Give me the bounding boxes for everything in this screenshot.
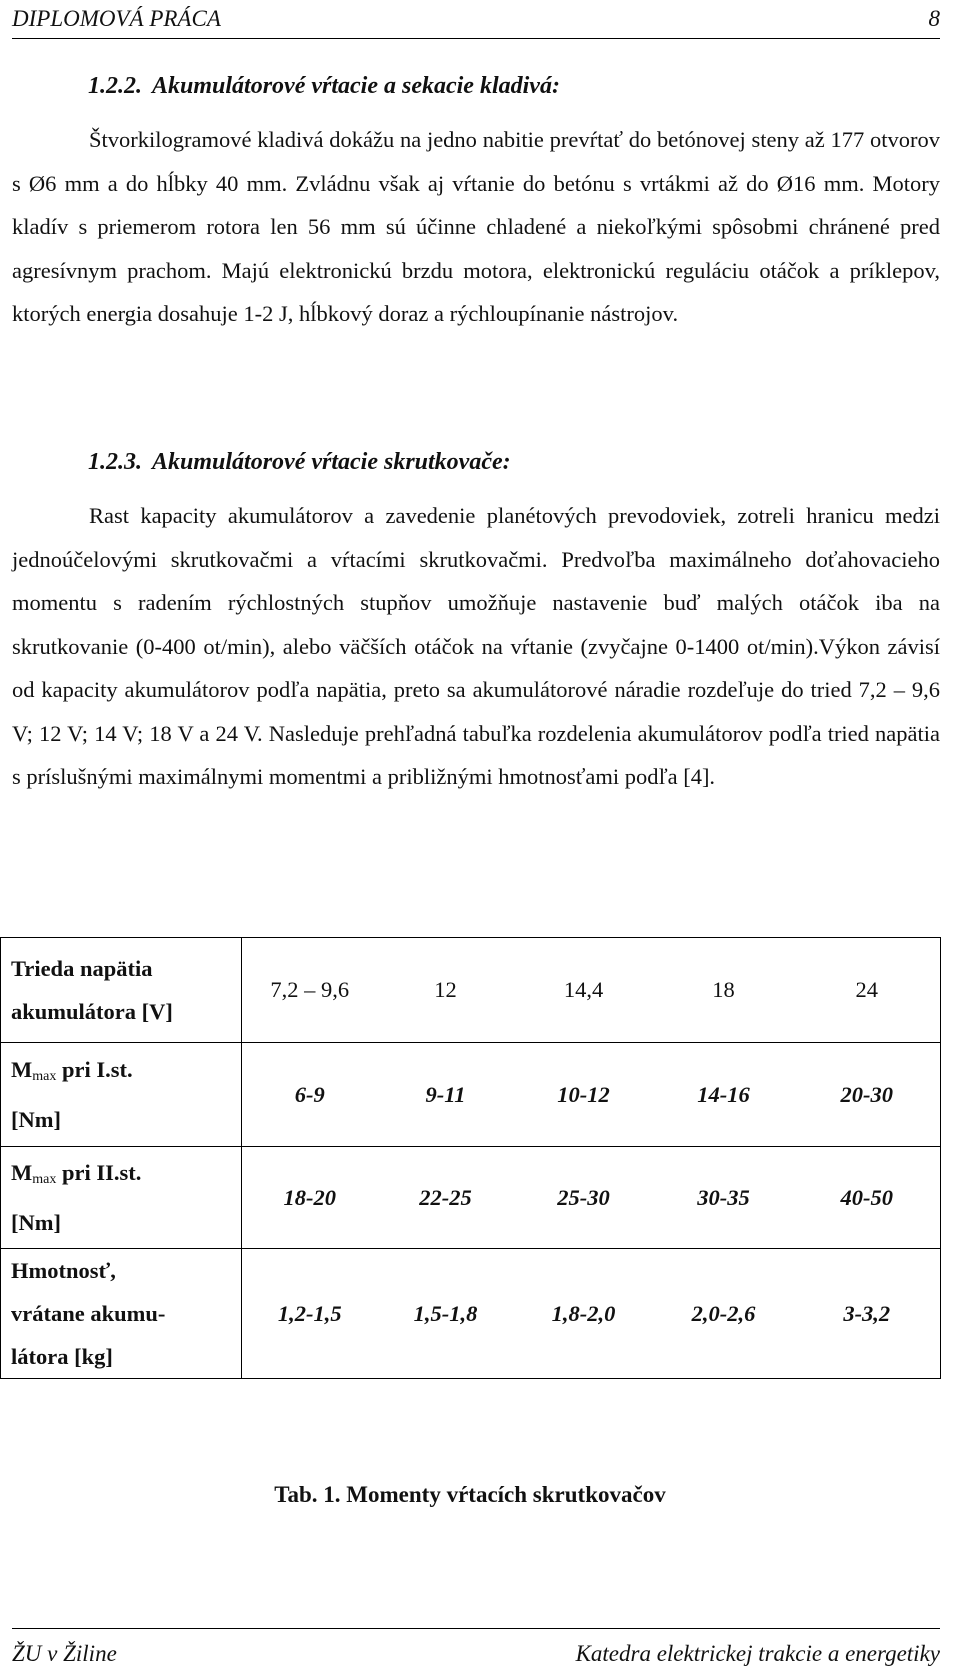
row-header-line: látora [kg] — [11, 1344, 113, 1369]
table-cell: 14,4 — [514, 938, 654, 1043]
table-cell: 6-9 — [242, 1043, 378, 1147]
table-cell: 40-50 — [794, 1147, 941, 1249]
table-caption: Tab. 1. Momenty vŕtacích skrutkovačov — [274, 1482, 666, 1507]
table-cell: 10-12 — [514, 1043, 654, 1147]
table-cell: 25-30 — [514, 1147, 654, 1249]
table-cell: 14-16 — [654, 1043, 794, 1147]
row-header-line: akumulátora [V] — [11, 999, 173, 1024]
header-title: DIPLOMOVÁ PRÁCA — [12, 6, 221, 31]
row-header-subscript: max — [32, 1172, 57, 1187]
row-header-symbol: M — [11, 1160, 33, 1185]
table-cell: 18 — [654, 938, 794, 1043]
row-header-subscript: max — [32, 1069, 57, 1084]
table-row — [1, 1147, 941, 1249]
table-cell: 20-30 — [794, 1043, 941, 1147]
section-heading-1-2-2 — [88, 73, 560, 100]
table-cell: 7,2 – 9,6 — [242, 938, 378, 1043]
row-header — [1, 1043, 242, 1147]
row-header — [1, 938, 242, 1043]
row-header-line: Hmotnosť, — [11, 1258, 116, 1283]
table-row — [1, 938, 941, 1043]
row-header-line — [11, 1151, 231, 1201]
section-number: 1.2.3. — [88, 449, 142, 475]
page-header — [12, 2, 940, 39]
page-number: 8 — [928, 6, 940, 31]
section-heading-1-2-3 — [88, 449, 511, 476]
table-cell: 30-35 — [654, 1147, 794, 1249]
table-cell: 3-3,2 — [794, 1249, 941, 1379]
row-header-line: vrátane akumu- — [11, 1301, 166, 1326]
table-cell: 18-20 — [242, 1147, 378, 1249]
row-header-line: [Nm] — [11, 1107, 61, 1132]
row-header-symbol: M — [11, 1057, 33, 1082]
section-paragraph-2: Rast kapacity akumulátorov a zavedenie planétových prevodoviek, zotreli hranicu medzi jednoúčelovými skrutkovačmi a vŕtacími skrutkovačmi. Predvoľba maximálneho doťahovacieho momentu s radením rýchlostných stupňov umožňuje nastavenie buď malých otáčok iba na skrutkovanie (0-400 ot/min), alebo väčších otáčok na vŕtanie (zvyčajne 0-1400 ot/min).Výkon závisí od kapacity akumulátorov podľa napätia, preto sa akumulátorové náradie rozdeľuje do tried 7,2 – 9,6 V; 12 V; 14 V; 18 V a 24 V. Nasleduje prehľadná tabuľka rozdelenia akumulátorov podľa tried napätia s príslušnými maximálnymi momentmi a približnými hmotnosťami podľa [4]. — [12, 503, 940, 789]
section-title: Akumulátorové vŕtacie skrutkovače: — [152, 449, 511, 475]
table-cell: 22-25 — [378, 1147, 514, 1249]
row-header-line: Trieda napätia — [11, 956, 153, 981]
section-title: Akumulátorové vŕtacie a sekacie kladivá: — [152, 73, 560, 99]
table-cell: 1,8-2,0 — [514, 1249, 654, 1379]
row-header-text: pri I.st. — [56, 1057, 133, 1082]
section-number: 1.2.2. — [88, 73, 142, 99]
section-paragraph-1: Štvorkilogramové kladivá dokážu na jedno nabitie prevŕtať do betónovej steny až 177 otvorov s Ø6 mm a do hĺbky 40 mm. Zvládnu však aj vŕtanie do betónu s vrtákmi až do Ø16 mm. Motory kladív s priemerom rotora len 56 mm sú účinne chladené a niekoľkými spôsobmi chránené pred agresívnym prachom. Majú elektronickú brzdu motora, elektronickú reguláciu otáčok a príklepov, ktorých energia dosahuje 1-2 J, hĺbkový doraz a rýchloupínanie nástrojov. — [12, 127, 940, 326]
table-cell: 1,2-1,5 — [242, 1249, 378, 1379]
table-row — [1, 1043, 941, 1147]
page-footer — [12, 1628, 940, 1669]
row-header-line — [11, 1048, 231, 1098]
row-header — [1, 1249, 242, 1379]
table-cell: 9-11 — [378, 1043, 514, 1147]
voltage-class-table — [0, 937, 941, 1379]
footer-department: Katedra elektrickej trakcie a energetiky — [575, 1641, 940, 1666]
table-row — [1, 1249, 941, 1379]
footer-university: ŽU v Žiline — [12, 1641, 117, 1666]
table-cell: 1,5-1,8 — [378, 1249, 514, 1379]
row-header-line: [Nm] — [11, 1210, 61, 1235]
table-cell: 12 — [378, 938, 514, 1043]
row-header — [1, 1147, 242, 1249]
table-cell: 2,0-2,6 — [654, 1249, 794, 1379]
table-cell: 24 — [794, 938, 941, 1043]
row-header-text: pri II.st. — [56, 1160, 142, 1185]
